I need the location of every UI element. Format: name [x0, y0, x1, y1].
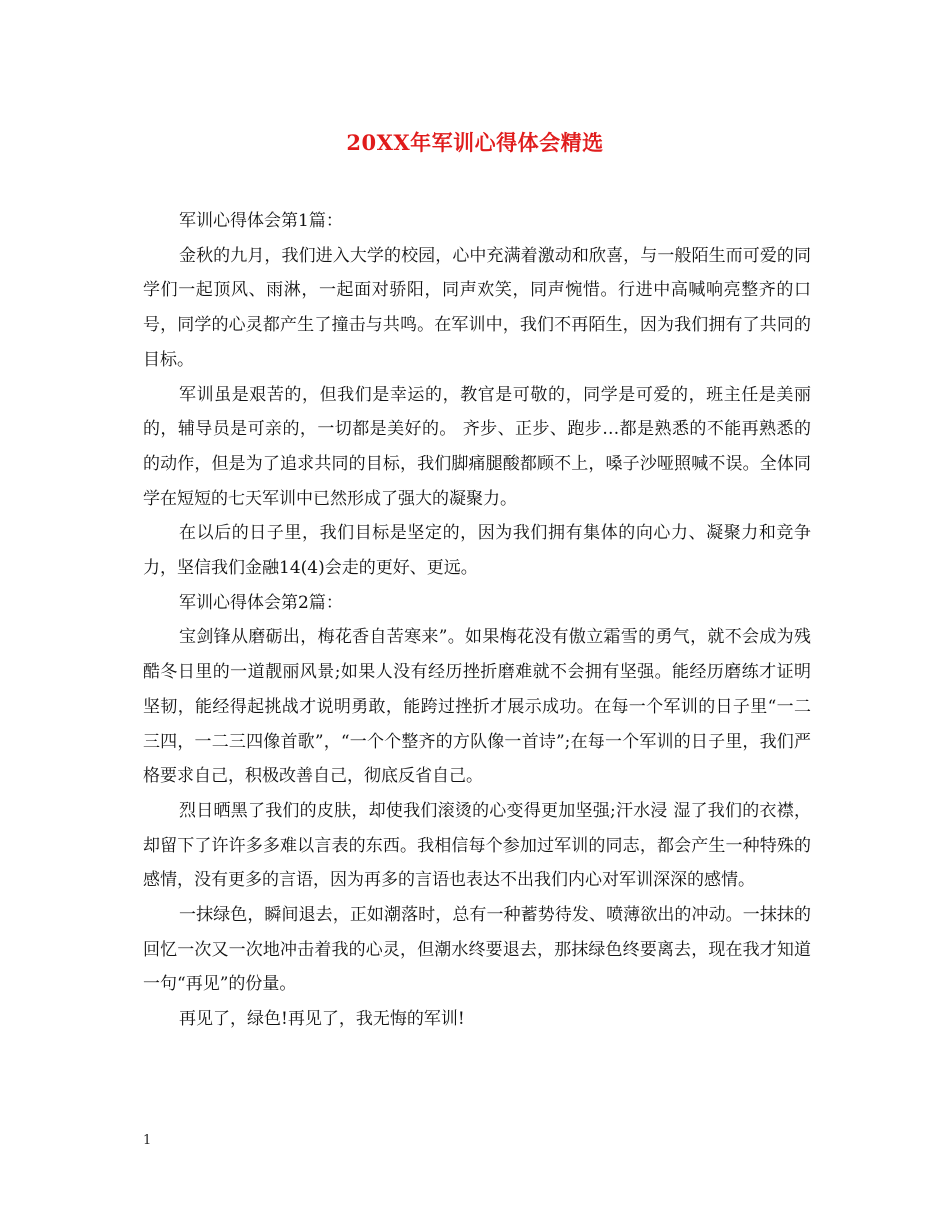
paragraph: 烈日晒黑了我们的皮肤，却使我们滚烫的心变得更加坚强;汗水浸 湿了我们的衣襟，却留下了许许多多难以言表的东西。我相信每个参加过军训的同志，都会产生一种特殊的感情，没有更多的言语，因为再多的言语也表达不出我们内心对军训深深的感情。: [143, 800, 811, 891]
paragraph: 再见了，绿色!再见了，我无悔的军训!: [179, 1009, 465, 1030]
paragraph: 一抹绿色，瞬间退去，正如潮落时，总有一种蓄势待发、喷薄欲出的冲动。一抹抹的回忆一次又一次地冲击着我的心灵，但潮水终要退去，那抹绿色终要离去，现在我才知道一句“再见”的份量。: [143, 905, 811, 995]
document-title: 20XX年军训心得体会精选: [346, 130, 604, 155]
paragraph: 在以后的日子里，我们目标是坚定的，因为我们拥有集体的向心力、凝聚力和竞争力，坚信我们金融14(4)会走的更好、更远。: [143, 523, 811, 579]
document-body: [143, 204, 811, 1037]
paragraph-section-heading-2: 军训心得体会第2篇：: [179, 592, 343, 613]
paragraph: 金秋的九月，我们进入大学的校园，心中充满着激动和欣喜，与一般陌生而可爱的同学们一起顶风、雨淋，一起面对骄阳，同声欢笑，同声惋惜。行进中高喊响亮整齐的口号，同学的心灵都产生了撞击与共鸣。在军训中，我们不再陌生，因为我们拥有了共同的目标。: [143, 245, 811, 370]
paragraph: 军训虽是艰苦的，但我们是幸运的，教官是可敬的，同学是可爱的，班主任是美丽的，辅导员是可亲的，一切都是美好的。 齐步、正步、跑步…都是熟悉的不能再熟悉的的动作，但是为了追求共同的目标，我们脚痛腿酸都顾不上，嗓子沙哑照喊不误。全体同学在短短的七天军训中已然形成了强大的凝聚力。: [143, 384, 811, 509]
paragraph-section-heading-1: 军训心得体会第1篇：: [179, 211, 343, 231]
page-number: 1: [143, 1133, 152, 1148]
paragraph: 宝剑锋从磨砺出，梅花香自苦寒来”。如果梅花没有傲立霜雪的勇气，就不会成为残酷冬日里的一道靓丽风景;如果人没有经历挫折磨难就不会拥有坚强。能经历磨练才证明坚韧，能经得起挑战才说明勇敢，能跨过挫折才展示成功。在每一个军训的日子里“一二三四，一二三四像首歌”，“一个个整齐的方队像一首诗”;在每一个军训的日子里，我们严格要求自己，积极改善自己，彻底反省自己。: [143, 627, 811, 787]
